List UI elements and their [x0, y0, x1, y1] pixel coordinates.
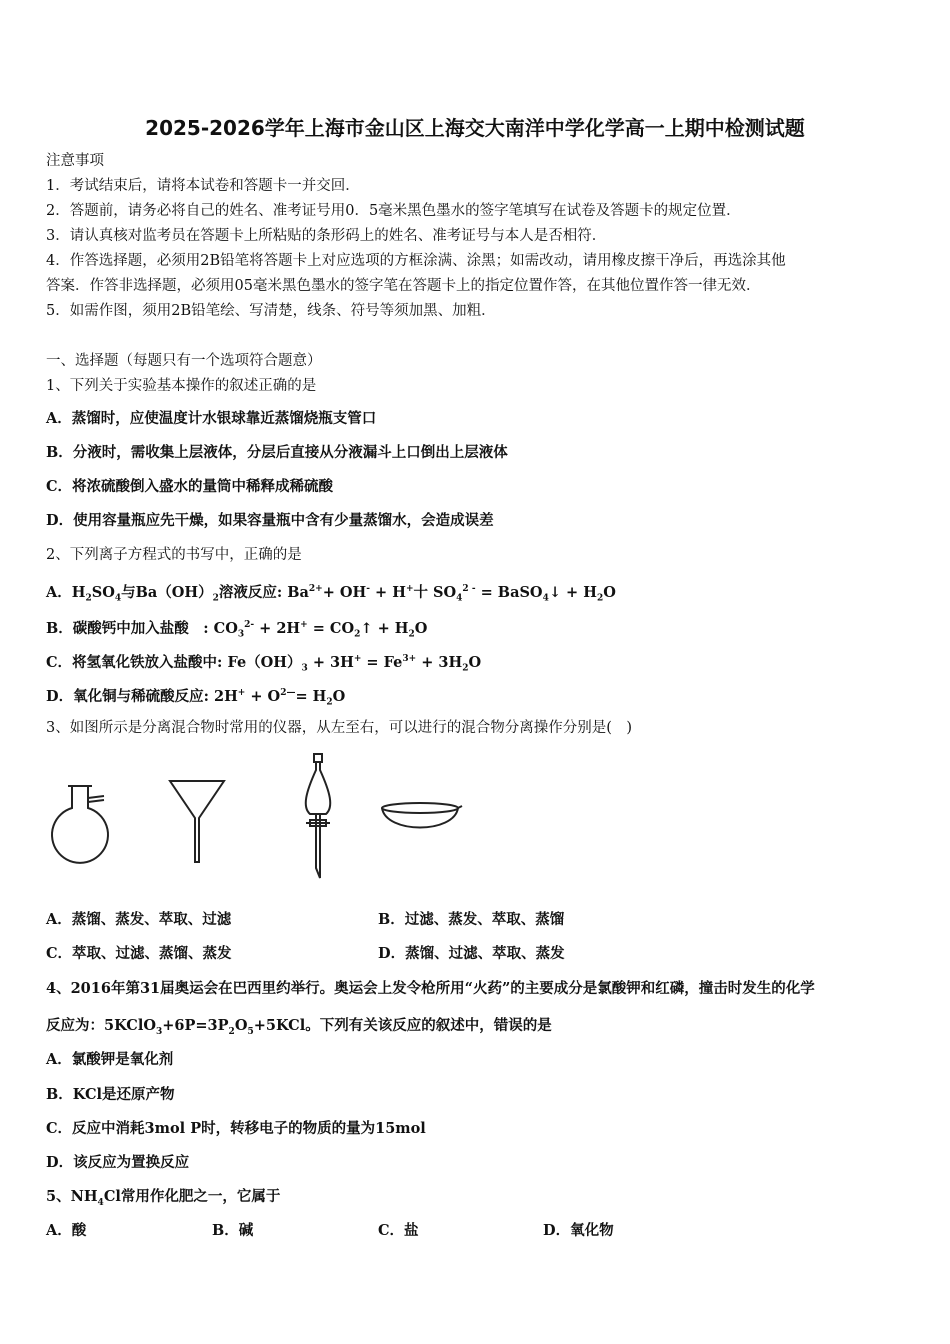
q3-option-b: B．过滤、蒸发、萃取、蒸馏: [378, 911, 565, 928]
q5-option-a: A．酸: [46, 1222, 87, 1239]
q3-option-c: C．萃取、过滤、蒸馏、蒸发: [46, 945, 232, 962]
q3-stem: 3、如图所示是分离混合物时常用的仪器，从左至右，可以进行的混合物分离操作分别是( ): [46, 720, 633, 736]
q1-option-c: C．将浓硫酸倒入盛水的量筒中稀释成稀硫酸: [46, 478, 334, 495]
notice-item: 4．作答选择题，必须用2B铅笔将答题卡上对应选项的方框涂满、涂黑；如需改动，请用橡皮擦干净后，再选涂其他: [46, 253, 786, 269]
q2-option-b: B．碳酸钙中加入盐酸 : $CO_3^{2-} + 2H^+$ = $CO_2↑ + H_2O$: [46, 619, 428, 640]
q5-option-c: C．盐: [378, 1222, 419, 1239]
funnel-figure: [166, 778, 228, 868]
q2-option-c: C．将氢氧化铁放入盐酸中: $Fe(OH)_3 + 3H^+ = Fe^{3+} + 3H_2O$: [46, 653, 482, 674]
q1-option-d: D．使用容量瓶应先干燥，如果容量瓶中含有少量蒸馏水，会造成误差: [46, 512, 494, 529]
section-heading: 一、选择题（每题只有一个选项符合题意）: [46, 353, 322, 369]
q5-option-d: D．氧化物: [543, 1222, 614, 1239]
notice-item: 5．如需作图，须用2B铅笔绘、写清楚，线条、符号等须加黑、加粗．: [46, 303, 496, 319]
notice-item: 2．答题前，请务必将自己的姓名、准考证号用0．5毫米黑色墨水的签字笔填写在试卷及答题卡的规定位置．: [46, 203, 741, 219]
page-title: 2025-2026学年上海市金山区上海交大南洋中学化学高一上期中检测试题: [145, 116, 805, 140]
notice-item: 答案．作答非选择题，必须用05毫米黑色墨水的签字笔在答题卡上的指定位置作答，在其他位置作答一律无效．: [46, 278, 761, 294]
q4-equation: 反应为：$5KClO_3+6P=3P_2O_5+5KCl$。下列有关该反应的叙述中，错误的是: [46, 1017, 552, 1037]
q3-option-a: A．蒸馏、蒸发、萃取、过滤: [46, 911, 232, 928]
q4-option-a: A．氯酸钾是氧化剂: [46, 1051, 174, 1068]
separatory-funnel-figure: [296, 752, 340, 880]
q2-option-a: A．$H_2SO_4$与$Ba(OH)_2$溶液反应: $Ba^{2+}+ OH^- + H^+$十 $SO_4^{2 -}$ = BaSO$_4$↓ + $H_2O$: [46, 583, 616, 604]
distilling-flask-figure: [46, 778, 116, 868]
q5-stem: 5、$NH_4Cl$常用作化肥之一，它属于: [46, 1188, 281, 1208]
q4-option-c: C．反应中消耗3mol P时，转移电子的物质的量为15mol: [46, 1120, 426, 1137]
q2-option-d: D．氧化铜与稀硫酸反应: $2H^+ + O^{2—}= H_2O$: [46, 687, 346, 708]
q4-option-b: B．KCl是还原产物: [46, 1086, 175, 1103]
q1-option-b: B．分液时，需收集上层液体，分层后直接从分液漏斗上口倒出上层液体: [46, 444, 508, 461]
notice-item: 3．请认真核对监考员在答题卡上所粘贴的条形码上的姓名、准考证号与本人是否相符．: [46, 228, 607, 244]
q4-option-d: D．该反应为置换反应: [46, 1154, 190, 1171]
q1-option-a: A．蒸馏时，应使温度计水银球靠近蒸馏烧瓶支管口: [46, 410, 377, 427]
evaporating-dish-figure: [380, 800, 464, 842]
notice-item: 1．考试结束后，请将本试卷和答题卡一并交回．: [46, 178, 360, 194]
q3-option-d: D．蒸馏、过滤、萃取、蒸发: [378, 945, 565, 962]
q4-stem: 4、2016年第31届奥运会在巴西里约举行。奥运会上发令枪所用“火药”的主要成分是氯酸钾和红磷，撞击时发生的化学: [46, 980, 815, 997]
q1-stem: 1、下列关于实验基本操作的叙述正确的是: [46, 378, 317, 394]
notice-heading: 注意事项: [46, 153, 104, 169]
q5-option-b: B．碱: [212, 1222, 254, 1239]
q2-stem: 2、下列离子方程式的书写中，正确的是: [46, 547, 302, 563]
